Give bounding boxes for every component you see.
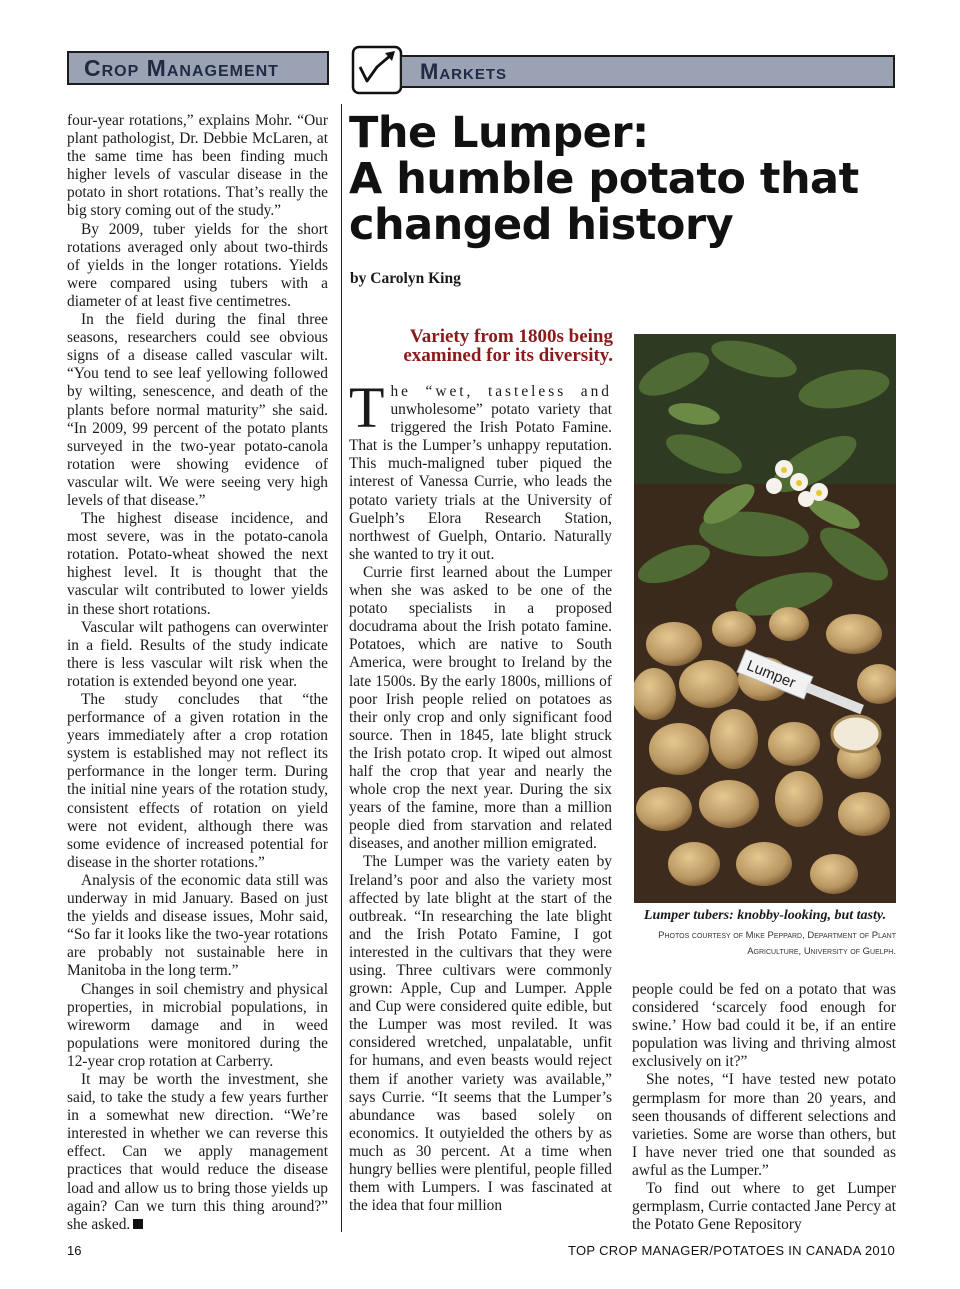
- article-title: [349, 110, 909, 248]
- dropcap: T: [349, 375, 385, 440]
- title-line: changed history: [349, 200, 734, 250]
- paragraph: Vascular wilt pathogens can overwinter in a field. Results of the study indicate there is less vascular wilt risk when the rotation is extended beyond one year.: [67, 618, 328, 690]
- page-number: 16: [67, 1243, 82, 1258]
- paragraph: The highest disease incidence, and most severe, was in the potato-canola rotation. Potato-wheat showed the next highest level. It is thought that the vascular wilt contributed to lower yields in these short rotations.: [67, 510, 328, 618]
- lumper-tubers-photo: [634, 334, 896, 903]
- paragraph: four-year rotations,” explains Mohr. “Our plant pathologist, Dr. Debbie McLaren, at the same time has been finding much higher levels of vascular disease in the potato in short rotations. That’s really the big story coming out of the study.”: [67, 112, 328, 220]
- lead-text: unwholesome” potato variety that triggered the Irish Potato Famine. That is the Lumper’s unhappy reputation. This much-maligned tuber piqued the interest of Vanessa Currie, who leads the potato variety trials at the University of Guelph’s Elora Research Station, northwest of Guelph, Ontario. Naturally she wanted to try it out.: [349, 401, 612, 563]
- title-line: A humble potato that: [349, 154, 859, 204]
- photo-credit: [634, 928, 896, 960]
- photo-caption: Lumper tubers: knobby-looking, but tasty.: [643, 908, 887, 923]
- title-line: The Lumper:: [349, 108, 649, 158]
- paragraph: Changes in soil chemistry and physical properties, in microbial populations, in wireworm damage and in weed populations were monitored during the 12-year crop rotation at Carberry.: [67, 980, 328, 1070]
- chart-trend-icon: [351, 45, 403, 95]
- paragraph: people could be fed on a potato that was considered ‘scarcely food enough for swine.’ How bad could it be, if an entire population was living and thriving almost exclusively on it?”: [632, 981, 896, 1071]
- credit-line: Agriculture, University of Guelph.: [747, 946, 896, 957]
- section-header-markets: Markets: [400, 55, 895, 88]
- credit-line: Photos courtesy of Mike Peppard, Department of Plant: [658, 930, 896, 941]
- paragraph: Currie first learned about the Lumper when she was asked to be one of the potato specialists in a proposed docudrama about the Irish potato famine. Potatoes, which are native to South America, were brought to Ireland by the late 1500s. By the early 1800s, millions of poor Irish people relied on potatoes as their only crop and only significant food source. Then in 1845, late blight struck the Irish potato crop. It wiped out almost half the crop that year and nearly the whole crop the next year. During the six years of the famine, more than a million people died from starvation and related diseases, and another million emigrated.: [349, 563, 612, 853]
- paragraph: By 2009, tuber yields for the short rotations averaged only about two-thirds of yields in the longer rotations. Yields were compared using tubers with a diameter of at least five centimetres.: [67, 220, 328, 310]
- article-column-2: [632, 981, 896, 1234]
- lead-paragraph: [349, 375, 612, 564]
- paragraph: In the field during the final three seasons, researchers could see obvious signs of a disease called vascular wilt. “You tend to see leaf yellowing followed by wilting, senescence, and death of the plants before normal maturity” she said. “In 2009, 99 percent of the potato plants surveyed in the two-year potato-canola rotation were showing evidence of vascular wilt. We were seeing very high levels of that disease.”: [67, 311, 328, 509]
- deck-line: Variety from 1800s being: [409, 326, 613, 347]
- section-header-crop-management: Crop Management: [67, 51, 329, 85]
- end-of-article-mark-icon: [133, 1219, 143, 1229]
- lead-spaced-text: he “wet, tasteless and: [390, 383, 612, 400]
- previous-article-column: [67, 112, 328, 1234]
- article-deck: [350, 327, 613, 365]
- byline: by Carolyn King: [350, 270, 461, 287]
- photo-label-text: Lumper: [744, 657, 798, 692]
- column-divider: [341, 104, 342, 1232]
- article-column-1: [349, 375, 612, 1215]
- paragraph: The Lumper was the variety eaten by Ireland’s poor and also the variety most affected by late blight at the start of the outbreak. “In researching the late blight and the Irish Potato Famine, I got interested in the cultivars that they were using. Three cultivars were commonly grown: Apple, Cup and Lumper. Apple and Cup were considered quite edible, but the Lumper was most reviled. It was considered wretched, unpalatable, unfit for humans, and even beasts would reject them if another variety was available,” says Currie. “It seems that the Lumper’s abundance was based solely on economics. It outyielded the others by as much as 30 percent. At a time when hungry bellies were plentiful, people filled them with Lumpers. I was fascinated at the idea that four million: [349, 853, 612, 1215]
- paragraph-text: It may be worth the investment, she said, to take the study a few years further in a somewhat new direction. “We’re interested in whether we can reverse this effect. Can we apply management practices that would reduce the disease load and allow us to bring those yields up again? Can we turn this thing around?” she asked.: [67, 1070, 328, 1233]
- paragraph: To find out where to get Lumper germplasm, Currie contacted Jane Percy at the Potato Gene Repository: [632, 1180, 896, 1234]
- paragraph: [67, 1071, 328, 1234]
- paragraph: The study concludes that “the performance of a given rotation in the years immediately after a crop rotation system is established may not reflect its performance in the longer term. During the initial nine years of the rotation study, consistent effects of rotation on yield were not evident, although there was some evidence of increased potential for disease in the shorter rotations.”: [67, 691, 328, 871]
- paragraph: Analysis of the economic data still was underway in mid January. Based on just the yields and disease issues, Mohr said, “So far it looks like the two-year rotations are probably not sustainable here in Manitoba in the long term.”: [67, 871, 328, 980]
- publication-title: TOP CROP MANAGER/POTATOES IN CANADA 2010: [568, 1243, 895, 1258]
- deck-line: examined for its diversity.: [403, 345, 613, 366]
- paragraph: She notes, “I have tested new potato germplasm for more than 20 years, and seen thousands of different selections and varieties. Some are worse than others, but I have never tried one that sounded as awful as the Lumper.”: [632, 1071, 896, 1179]
